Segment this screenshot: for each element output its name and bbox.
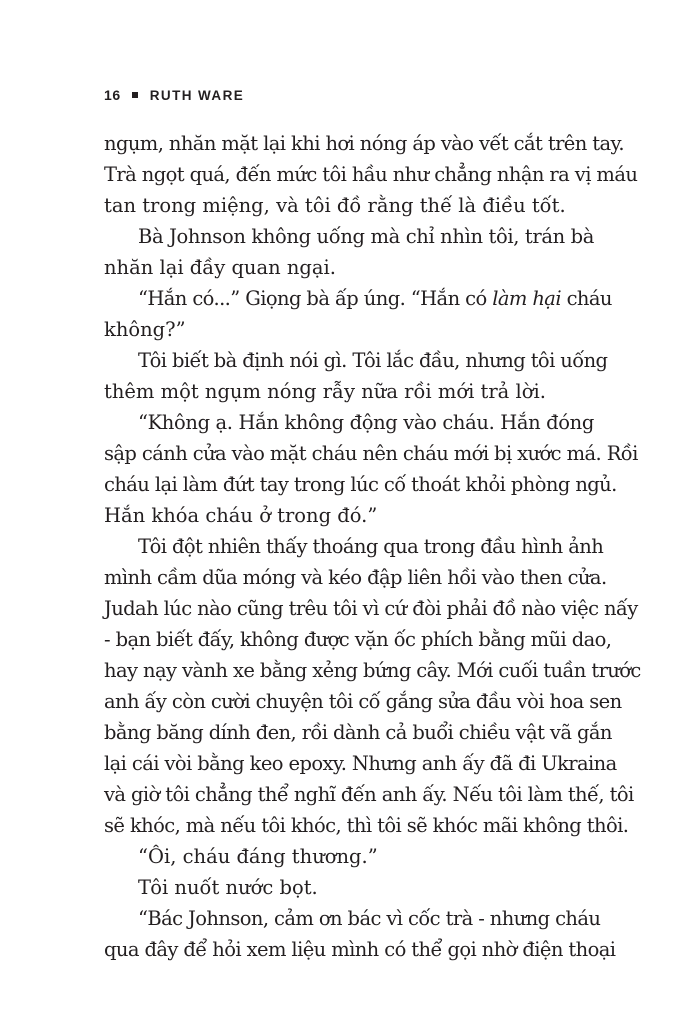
text-line: “Không ạ. Hắn không động vào cháu. Hắn đóng — [138, 411, 594, 434]
text-line: anh ấy còn cười chuyện tôi cố gắng sửa đầu vòi hoa sen — [104, 690, 622, 713]
text-line: sẽ khóc, mà nếu tôi khóc, thì tôi sẽ khóc mãi không thôi. — [104, 814, 629, 837]
text-line: Trà ngọt quá, đến mức tôi hầu như chẳng nhận ra vị máu — [104, 163, 638, 186]
text-line: “Bác Johnson, cảm ơn bác vì cốc trà - nhưng cháu — [138, 907, 601, 930]
text-line: bằng băng dính đen, rồi dành cả buổi chiều vật vã gắn — [104, 721, 612, 744]
author-name: RUTH WARE — [149, 87, 245, 103]
text-line: lại cái vòi bằng keo epoxy. Nhưng anh ấy đã đi Ukraina — [104, 752, 617, 775]
text-line: mình cầm dũa móng và kéo đập liên hồi vào then cửa. — [104, 566, 607, 589]
text-line: nhăn lại đầy quan ngại. — [104, 256, 336, 279]
text-line: Judah lúc nào cũng trêu tôi vì cứ đòi phải đồ nào việc nấy — [104, 597, 638, 620]
text-line: không?” — [104, 318, 186, 341]
text-line: sập cánh cửa vào mặt cháu nên cháu mới bị xước má. Rồi — [104, 442, 638, 465]
text-line: tan trong miệng, và tôi đồ rằng thế là điều tốt. — [104, 194, 566, 217]
text-line: cháu lại làm đứt tay trong lúc cố thoát khỏi phòng ngủ. — [104, 473, 617, 496]
text-line: Tôi biết bà định nói gì. Tôi lắc đầu, nhưng tôi uống — [138, 349, 608, 372]
text-line: hay nạy vành xe bằng xẻng bứng cây. Mới cuối tuần trước — [104, 659, 641, 682]
text-line: - bạn biết đấy, không được vặn ốc phích bằng mũi dao, — [104, 628, 612, 651]
text-line: “Ôi, cháu đáng thương.” — [138, 845, 378, 868]
running-header — [104, 84, 244, 106]
header-separator-square — [132, 92, 138, 98]
text-line: qua đây để hỏi xem liệu mình có thể gọi nhờ điện thoại — [104, 938, 616, 961]
text-line: thêm một ngụm nóng rẫy nữa rồi mới trả lời. — [104, 380, 546, 403]
text-line: Bà Johnson không uống mà chỉ nhìn tôi, trán bà — [138, 225, 595, 248]
text-line: Hắn khóa cháu ở trong đó.” — [104, 504, 378, 527]
text-line: ngụm, nhăn mặt lại khi hơi nóng áp vào vết cắt trên tay. — [104, 132, 624, 155]
page-number: 16 — [104, 87, 121, 103]
text-line: “Hắn có...” Giọng bà ấp úng. “Hắn có làm hại cháu — [138, 287, 612, 310]
body-text — [104, 128, 641, 965]
italic-emphasis: làm hại — [492, 287, 561, 310]
text-line: Tôi nuốt nước bọt. — [138, 876, 318, 899]
text-line: và giờ tôi chẳng thể nghĩ đến anh ấy. Nếu tôi làm thế, tôi — [104, 783, 634, 806]
text-line: Tôi đột nhiên thấy thoáng qua trong đầu hình ảnh — [138, 535, 604, 558]
